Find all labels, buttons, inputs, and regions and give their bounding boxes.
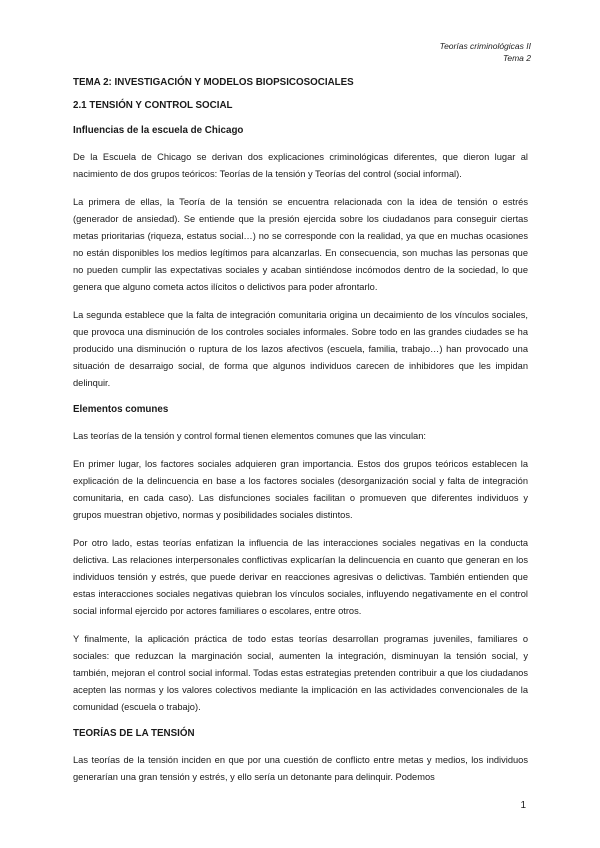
paragraph: La segunda establece que la falta de integración comunitaria origina un decaimiento de los vínculos sociales, que provoca una disminución de los controles sociales informales. Sobre todo en las grandes ciudades se ha producido una disminución o ruptura de los lazos afectivos (escuela, familia, trabajo…) han provocado una situación de desarraigo social, de forma que algunos individuos carecen de inhibidores que les impidan delinquir. [73, 310, 528, 388]
header-topic: Tema 2 [502, 53, 531, 63]
paragraph: De la Escuela de Chicago se derivan dos explicaciones criminológicas diferentes, que dieron lugar al nacimiento de dos grupos teóricos: Teorías de la tensión y Teorías del control (social informal). [73, 152, 528, 179]
subsection-heading-strain-theories: TEORÍAS DE LA TENSIÓN [73, 728, 195, 739]
paragraph: Las teorías de la tensión inciden en que por una cuestión de conflicto entre metas y medios, los individuos generarían una gran tensión y estrés, y ello sería un detonante para delinquir. Podemos [73, 755, 528, 782]
subsection-heading-chicago: Influencias de la escuela de Chicago [73, 125, 244, 136]
paragraph: Y finalmente, la aplicación práctica de todo estas teorías desarrollan programas juveniles, familiares o sociales: que reduzcan la marginación social, aumenten la integración, disminuyan la tensión social, y también, mejoran el control social informal. Todas estas estrategias pretenden contribuir a que los ciudadanos acepten las normas y los valores colectivos mediante la implicación en las actividades convencionales de la comunidad (escuela o trabajo). [73, 634, 528, 712]
paragraph: Por otro lado, estas teorías enfatizan la influencia de las interacciones sociales negativas en la conducta delictiva. Las relaciones interpersonales conflictivas explicarían la delincuencia en cuanto que generan en los individuos tensión y estrés, que puede derivar en reacciones agresivas o delictivas. También entienden que estas interacciones sociales negativas quiebran los vínculos sociales, influyendo negativamente en el control social informal ejercido por actores familiares o escolares, entre otros. [73, 538, 528, 616]
running-header [440, 40, 531, 64]
page-number: 1 [520, 800, 526, 811]
document-body [73, 76, 528, 797]
subsection-heading-common-elements: Elementos comunes [73, 404, 169, 415]
chapter-title: TEMA 2: INVESTIGACIÓN Y MODELOS BIOPSICOSOCIALES [73, 77, 354, 88]
paragraph: Las teorías de la tensión y control formal tienen elementos comunes que las vinculan: [73, 431, 426, 441]
section-heading: 2.1 TENSIÓN Y CONTROL SOCIAL [73, 100, 233, 111]
header-course: Teorías criminológicas II [439, 41, 531, 51]
paragraph: La primera de ellas, la Teoría de la tensión se encuentra relacionada con la idea de tensión o estrés (generador de ansiedad). Se entiende que la presión ejercida sobre los ciudadanos para conseguir ciertas metas prioritarias (riqueza, estatus social…) no se corresponde con la realidad, ya que en muchas ocasiones no están disponibles los medios legítimos para alcanzarlas. En consecuencia, son muchas las personas que no pueden cumplir las expectativas sociales y acaban sintiéndose incómodos dentro de la sociedad, lo que genera que alguno cometa actos ilícitos o delictivos para poder afrontarlo. [73, 197, 528, 292]
paragraph: En primer lugar, los factores sociales adquieren gran importancia. Estos dos grupos teóricos establecen la explicación de la delincuencia en base a los factores sociales (desorganización social y falta de integración comunitaria, en cada caso). Las disfunciones sociales facilitan o promueven que diferentes individuos y grupos muestran objetivo, normas y posibilidades sociales distintos. [73, 459, 528, 520]
